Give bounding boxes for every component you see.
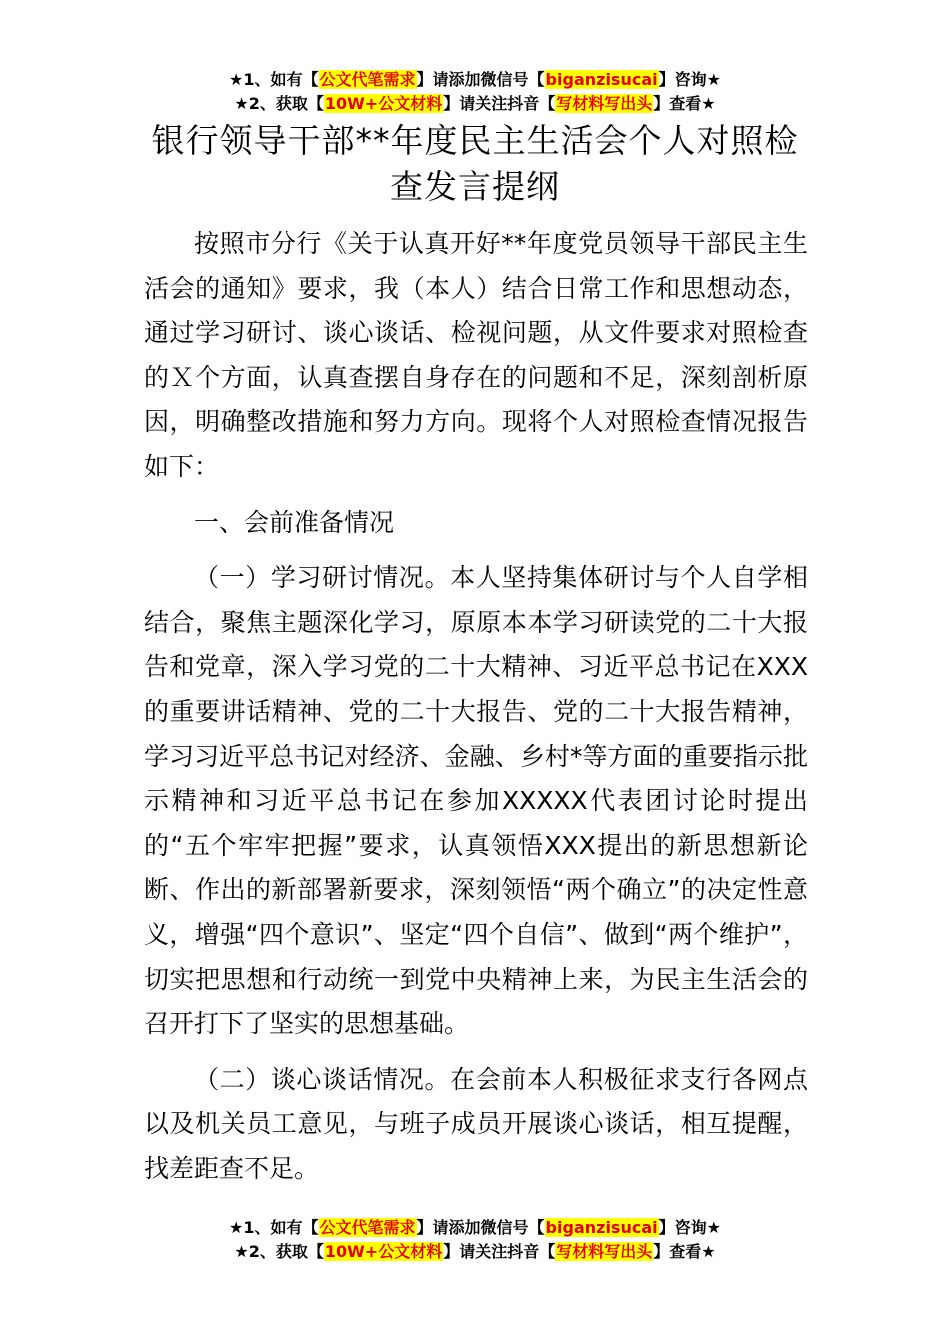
highlight-douyin: 写材料写出头 xyxy=(556,1242,653,1261)
banner-line-1: ★1、如有【公文代笔需求】请添加微信号【biganzisucai】咨询★ xyxy=(229,1218,721,1237)
title-line-2: 查发言提纲 xyxy=(390,167,560,206)
banner-line-2: ★2、获取【10W+公文材料】请关注抖音【写材料写出头】查看★ xyxy=(234,1242,716,1261)
banner-line-2: ★2、获取【10W+公文材料】请关注抖音【写材料写出头】查看★ xyxy=(234,94,716,113)
highlight-service: 公文代笔需求 xyxy=(319,70,416,89)
intro-paragraph: 按照市分行《关于认真开好**年度党员领导干部民主生活会的通知》要求，我（本人）结合日常工作和思想动态，通过学习研讨、谈心谈话、检视问题，从文件要求对照检查的Ｘ个方面，认真查摆自身存在的问题和不足，深刻剖析原因，明确整改措施和努力方向。现将个人对照检查情况报告如下： xyxy=(144,229,808,481)
talk-paragraph: （二）谈心谈话情况。在会前本人积极征求支行各网点以及机关员工意见，与班子成员开展谈心谈话，相互提醒，找差距查不足。 xyxy=(144,1064,808,1183)
banner-line-1: ★1、如有【公文代笔需求】请添加微信号【biganzisucai】咨询★ xyxy=(229,70,721,89)
highlight-douyin: 写材料写出头 xyxy=(556,94,653,113)
top-banner xyxy=(0,68,950,116)
title-line-1: 银行领导干部**年度民主生活会个人对照检 xyxy=(151,121,799,160)
highlight-service: 公文代笔需求 xyxy=(319,1218,416,1237)
section-heading: 一、会前准备情况 xyxy=(194,507,395,537)
highlight-materials: 10W+公文材料 xyxy=(324,1242,443,1261)
highlight-wechat-id: biganzisucai xyxy=(545,1218,658,1237)
document-body xyxy=(144,222,808,1202)
highlight-materials: 10W+公文材料 xyxy=(324,94,443,113)
highlight-wechat-id: biganzisucai xyxy=(545,70,658,89)
bottom-banner xyxy=(0,1216,950,1264)
document-title xyxy=(100,118,850,210)
study-paragraph: （一）学习研讨情况。本人坚持集体研讨与个人自学相结合，聚焦主题深化学习，原原本本学习研读党的二十大报告和党章，深入学习党的二十大精神、习近平总书记在XXX的重要讲话精神、党的二十大报告、党的二十大报告精神，学习习近平总书记对经济、金融、乡村*等方面的重要指示批示精神和习近平总书记在参加XXXXX代表团讨论时提出的“五个牢牢把握”要求，认真领悟XXX提出的新思想新论断、作出的新部署新要求，深刻领悟“两个确立”的决定性意义，增强“四个意识”、坚定“四个自信”、做到“两个维护”，切实把思想和行动统一到党中央精神上来，为民主生活会的召开打下了坚实的思想基础。 xyxy=(144,563,808,1039)
